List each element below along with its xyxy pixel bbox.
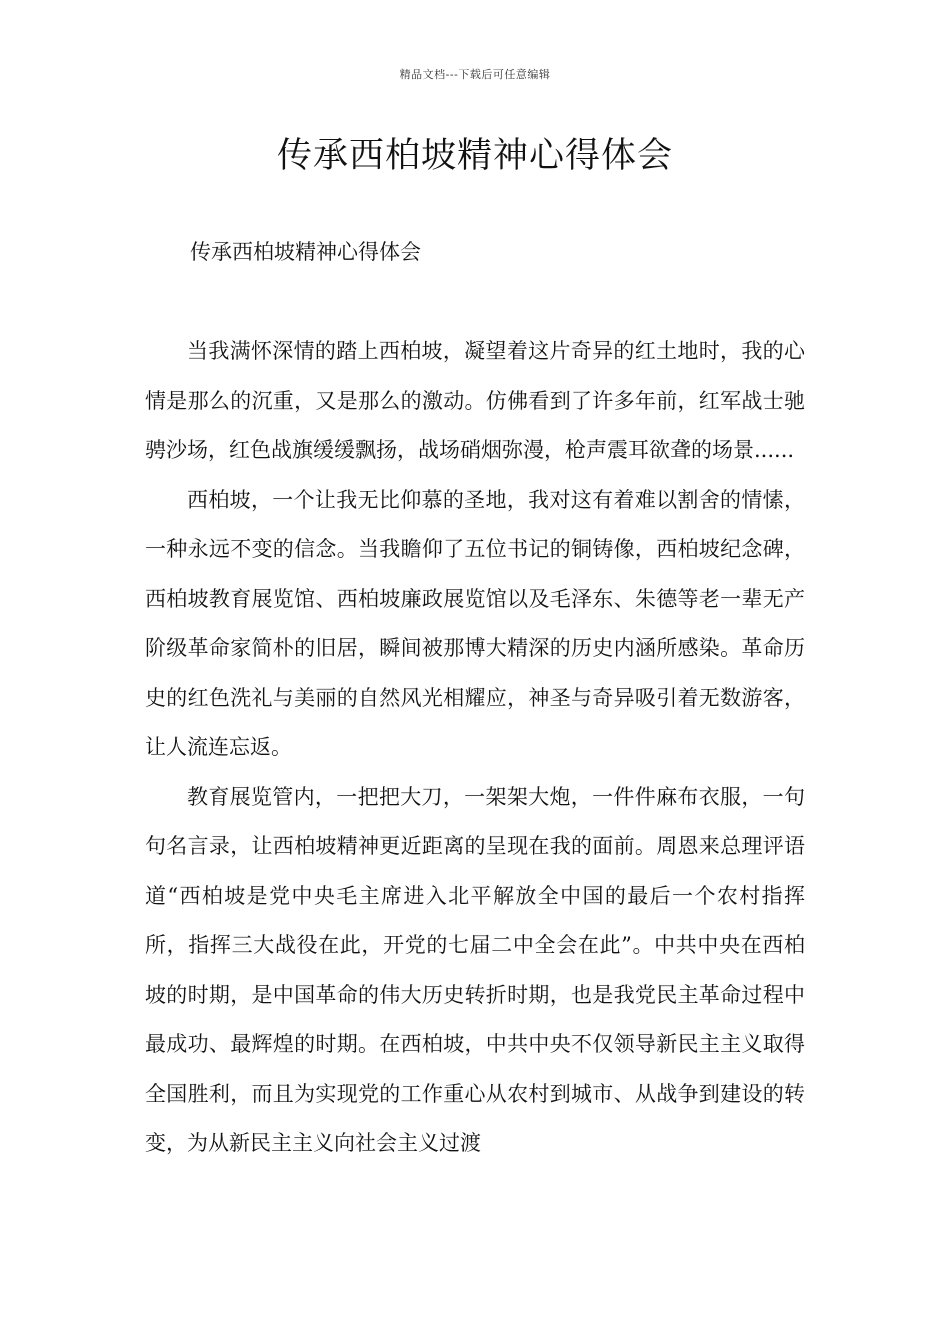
header-note: 精品文档---下载后可任意编辑 (399, 68, 551, 81)
paragraph-1: 当我满怀深情的踏上西柏坡，凝望着这片奇异的红土地时，我的心情是那么的沉重，又是那么的激动。仿佛看到了许多年前，红军战士驰骋沙场，红色战旗缓缓飘扬，战场硝烟弥漫，枪声震耳欲聋的场景...... (145, 339, 805, 462)
paragraph-2: 西柏坡，一个让我无比仰慕的圣地，我对这有着难以割舍的情愫，一种永远不变的信念。当我瞻仰了五位书记的铜铸像，西柏坡纪念碑，西柏坡教育展览馆、西柏坡廉政展览馆以及毛泽东、朱德等老一辈无产阶级革命家简朴的旧居，瞬间被那博大精深的历史内涵所感染。革命历史的红色洗礼与美丽的自然风光相耀应，神圣与奇异吸引着无数游客，让人流连忘返。 (145, 487, 805, 759)
document-title: 传承西柏坡精神心得体会 (276, 136, 673, 176)
document-body (145, 327, 805, 1169)
paragraph-3: 教育展览管内，一把把大刀，一架架大炮，一件件麻布衣服，一句句名言录，让西柏坡精神更近距离的呈现在我的面前。周恩来总理评语道“西柏坡是党中央毛主席进入北平解放全中国的最后一个农村指挥所，指挥三大战役在此，开党的七届二中全会在此”。中共中央在西柏坡的时期，是中国革命的伟大历史转折时期，也是我党民主革命过程中最成功、最辉煌的时期。在西柏坡，中共中央不仅领导新民主主义取得全国胜利，而且为实现党的工作重心从农村到城市、从战争到建设的转变，为从新民主主义向社会主义过渡 (145, 784, 805, 1155)
document-subtitle: 传承西柏坡精神心得体会 (190, 240, 421, 264)
